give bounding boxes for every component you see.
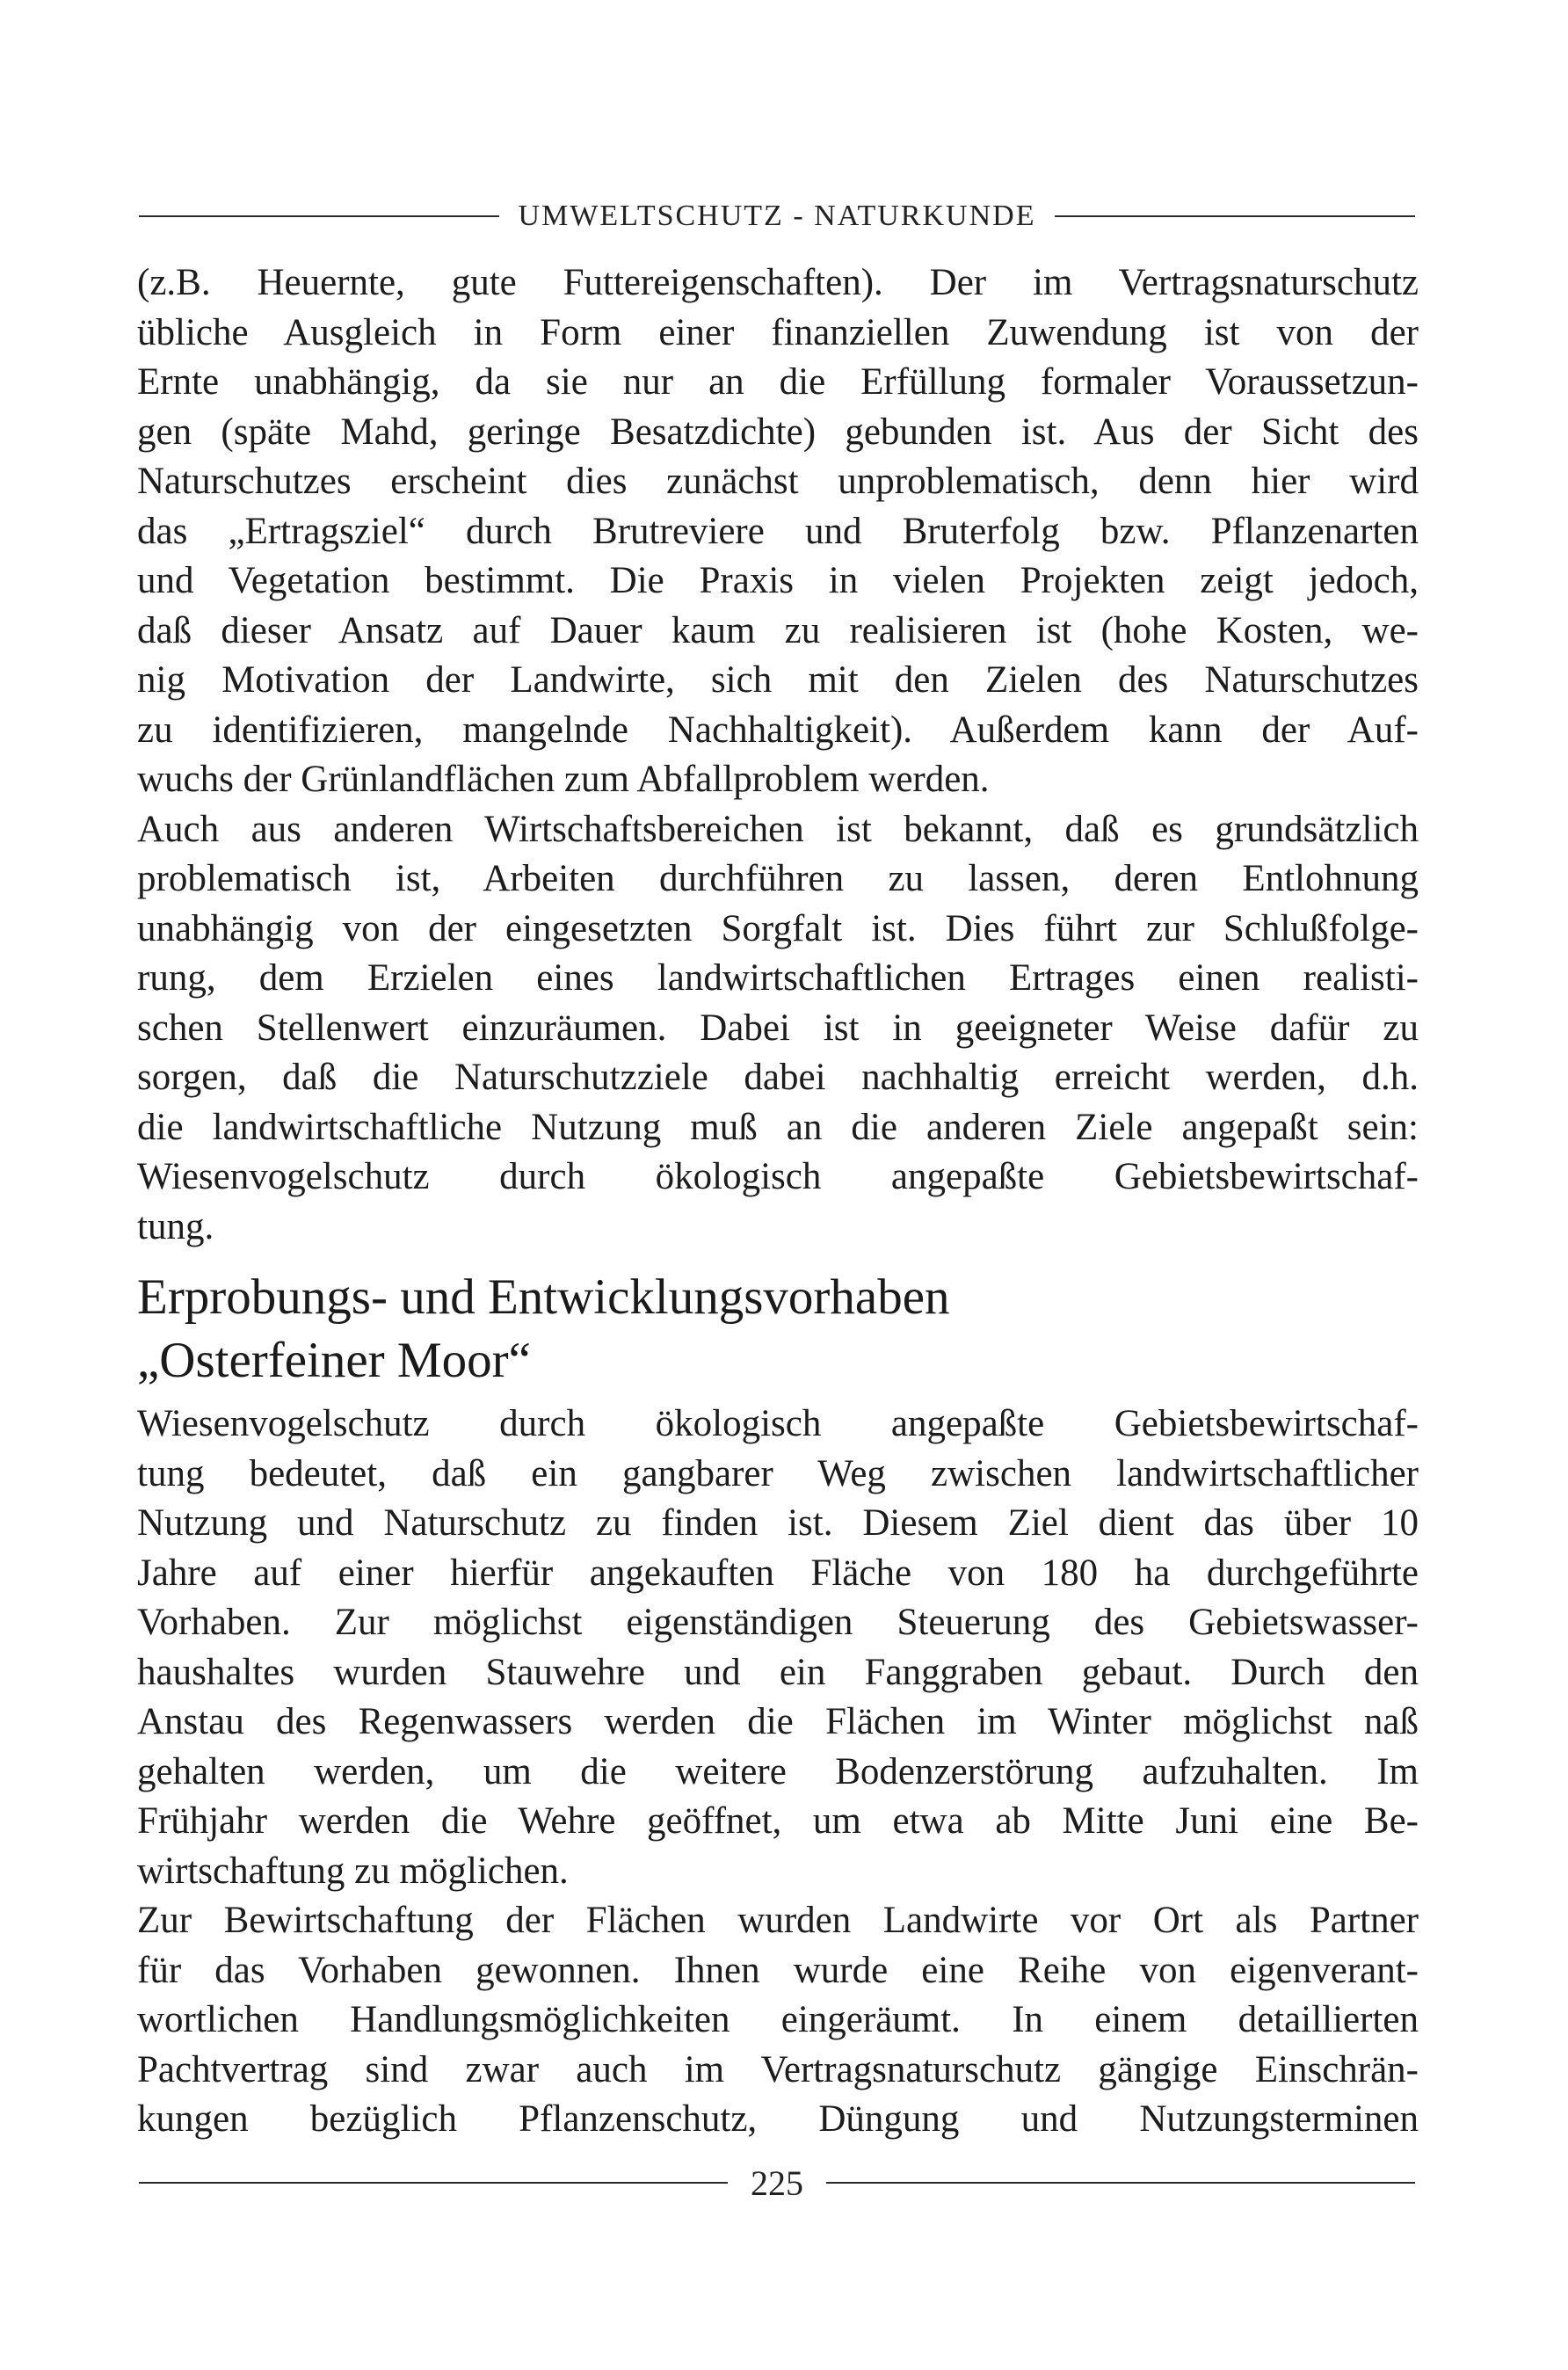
running-head-title: UMWELTSCHUTZ - NATURKUNDE bbox=[518, 200, 1036, 232]
text-line: zu identifizieren, mangelnde Nachhaltigkeit). Außerdem kann der Auf- bbox=[137, 709, 1419, 751]
running-head-rule-right bbox=[1055, 215, 1415, 217]
text-line: Zur Bewirtschaftung der Flächen wurden Landwirte vor Ort als Partner bbox=[137, 1900, 1419, 1941]
text-line: nig Motivation der Landwirte, sich mit den Zielen des Naturschutzes bbox=[137, 659, 1419, 701]
text-line: gehalten werden, um die weitere Bodenzerstörung aufzuhalten. Im bbox=[137, 1750, 1419, 1792]
text-line: rung, dem Erzielen eines landwirtschaftlichen Ertrages einen realisti- bbox=[137, 957, 1419, 999]
text-line: für das Vorhaben gewonnen. Ihnen wurde eine Reihe von eigenverant- bbox=[137, 1949, 1419, 1991]
section-heading bbox=[137, 1266, 1419, 1392]
text-line: (z.B. Heuernte, gute Futtereigenschaften). Der im Vertragsnaturschutz bbox=[137, 262, 1419, 303]
text-line: haushaltes wurden Stauwehre und ein Fanggraben gebaut. Durch den bbox=[137, 1651, 1419, 1693]
text-line: Wiesenvogelschutz durch ökologisch angepaßte Gebietsbewirtschaf- bbox=[137, 1403, 1419, 1444]
text-line: Vorhaben. Zur möglichst eigenständigen Steuerung des Gebietswasser- bbox=[137, 1602, 1419, 1643]
text-line: daß dieser Ansatz auf Dauer kaum zu realisieren ist (hohe Kosten, we- bbox=[137, 609, 1419, 651]
text-line: kungen bezüglich Pflanzenschutz, Düngung und Nutzungsterminen bbox=[137, 2098, 1419, 2140]
text-line: Naturschutzes erscheint dies zunächst unproblematisch, denn hier wird bbox=[137, 461, 1419, 502]
footer-rule-left bbox=[139, 2182, 728, 2184]
text-line: gen (späte Mahd, geringe Besatzdichte) gebunden ist. Aus der Sicht des bbox=[137, 411, 1419, 453]
text-line: Frühjahr werden die Wehre geöffnet, um etwa ab Mitte Juni eine Be- bbox=[137, 1800, 1419, 1842]
running-head bbox=[139, 199, 1415, 234]
body-text-top bbox=[137, 258, 1419, 1252]
running-head-rule-left bbox=[139, 215, 499, 217]
text-line: wuchs der Grünlandflächen zum Abfallproblem werden. bbox=[137, 759, 990, 800]
text-line: wirtschaftung zu möglichen. bbox=[137, 1850, 569, 1892]
text-line: unabhängig von der eingesetzten Sorgfalt ist. Dies führt zur Schlußfolge- bbox=[137, 907, 1419, 949]
text-line: Ernte unabhängig, da sie nur an die Erfüllung formaler Voraussetzun- bbox=[137, 361, 1419, 403]
paragraph bbox=[137, 805, 1419, 1253]
text-line: sorgen, daß die Naturschutzziele dabei nachhaltig erreicht werden, d.h. bbox=[137, 1057, 1419, 1098]
text-line: problematisch ist, Arbeiten durchführen zu lassen, deren Entlohnung bbox=[137, 858, 1419, 899]
paragraph bbox=[137, 1399, 1419, 1896]
text-line: tung. bbox=[137, 1205, 214, 1247]
paragraph bbox=[137, 1896, 1419, 2145]
text-line: Jahre auf einer hierfür angekauften Fläche von 180 ha durchgeführte bbox=[137, 1552, 1419, 1594]
text-line: Wiesenvogelschutz durch ökologisch angepaßte Gebietsbewirtschaf- bbox=[137, 1156, 1419, 1197]
text-line: das „Ertragsziel“ durch Brutreviere und Bruterfolg bzw. Pflanzenarten bbox=[137, 510, 1419, 552]
text-line: die landwirtschaftliche Nutzung muß an die anderen Ziele angepaßt sein: bbox=[137, 1106, 1419, 1148]
text-line: Nutzung und Naturschutz zu finden ist. Diesem Ziel dient das über 10 bbox=[137, 1502, 1419, 1544]
text-line: Anstau des Regenwassers werden die Flächen im Winter möglichst naß bbox=[137, 1701, 1419, 1742]
text-line: tung bedeutet, daß ein gangbarer Weg zwischen landwirtschaftlicher bbox=[137, 1452, 1419, 1494]
page-footer bbox=[139, 2161, 1415, 2205]
text-line: übliche Ausgleich in Form einer finanziellen Zuwendung ist von der bbox=[137, 311, 1419, 353]
text-line: Pachtvertrag sind zwar auch im Vertragsnaturschutz gängige Einschrän- bbox=[137, 2048, 1419, 2090]
text-line: schen Stellenwert einzuräumen. Dabei ist in geeigneter Weise dafür zu bbox=[137, 1007, 1419, 1049]
text-line: Auch aus anderen Wirtschaftsbereichen ist bekannt, daß es grundsätzlich bbox=[137, 808, 1419, 850]
paragraph bbox=[137, 258, 1419, 805]
footer-rule-right bbox=[826, 2182, 1415, 2184]
text-line: und Vegetation bestimmt. Die Praxis in vielen Projekten zeigt jedoch, bbox=[137, 560, 1419, 601]
body-text-bottom bbox=[137, 1399, 1419, 2145]
page-number: 225 bbox=[751, 2163, 803, 2203]
text-line: wortlichen Handlungsmöglichkeiten eingeräumt. In einem detaillierten bbox=[137, 1999, 1419, 2040]
section-heading-line: „Osterfeiner Moor“ bbox=[137, 1333, 531, 1388]
section-heading-line: Erprobungs- und Entwicklungsvorhaben bbox=[137, 1269, 950, 1325]
